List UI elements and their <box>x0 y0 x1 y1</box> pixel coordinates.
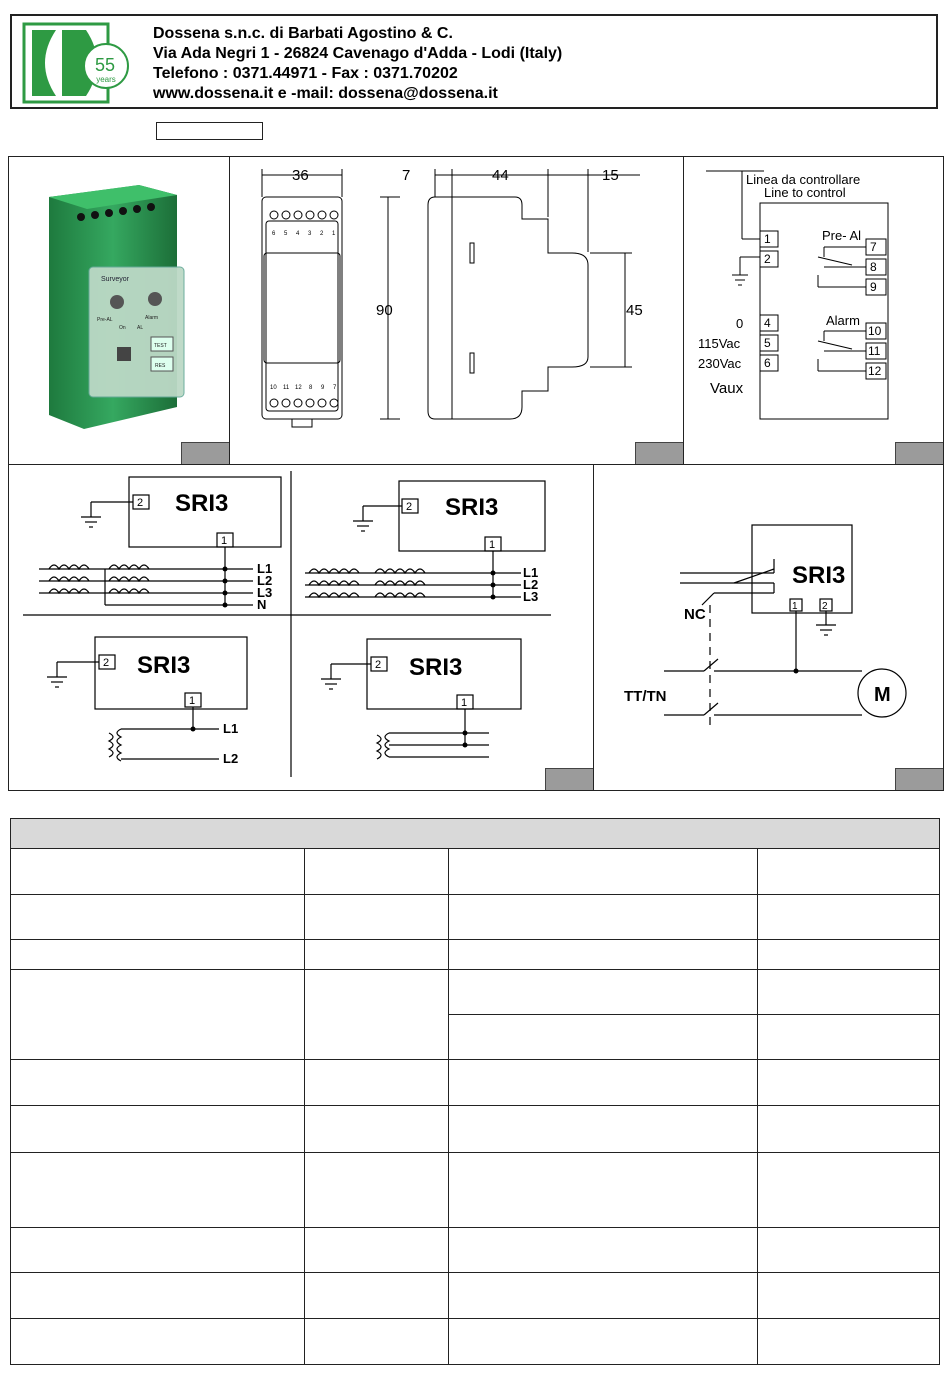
terminal-1-label: 1 <box>221 535 228 547</box>
device-brand: Surveyor <box>101 276 130 283</box>
reset-button-label: RES <box>155 363 166 369</box>
line-label-en: Line to control <box>764 185 846 200</box>
terminal-2-label: 2 <box>137 497 144 509</box>
terminal-2-label: 2 <box>375 659 382 671</box>
company-header <box>10 14 938 109</box>
bottom-terminal-label: 10 <box>270 385 277 391</box>
panel-tag <box>895 442 943 464</box>
application-panel <box>593 464 944 791</box>
company-phone: Telefono : 0371.44971 - Fax : 0371.70202 <box>153 65 458 82</box>
table-row <box>11 1273 940 1319</box>
top-terminal-label: 2 <box>320 231 324 237</box>
dimensions-panel <box>229 156 684 465</box>
device-label: SRI3 <box>792 562 846 589</box>
device-label: SRI3 <box>137 652 191 679</box>
table-row <box>11 940 940 970</box>
connections-panel <box>8 464 594 791</box>
terminal-2: 2 <box>764 252 771 266</box>
connection-diagrams <box>9 465 594 791</box>
bottom-terminal-label: 7 <box>333 385 337 391</box>
wiring-diagram <box>684 157 944 465</box>
terminal-1-label: 1 <box>461 697 468 709</box>
dim-depth: 44 <box>492 167 509 184</box>
terminal-8: 8 <box>870 260 877 274</box>
company-web: www.dossena.it e -mail: dossena@dossena.it <box>153 85 498 102</box>
terminal-4: 4 <box>764 316 771 330</box>
nc-label: NC <box>684 606 706 623</box>
spec-table <box>10 818 940 1365</box>
terminal-5: 5 <box>764 336 771 350</box>
top-terminal-label: 3 <box>308 231 312 237</box>
table-header-cell <box>11 819 940 849</box>
aux-zero-label: 0 <box>736 316 744 331</box>
table-row <box>11 895 940 940</box>
prealarm-label: Pre- Al <box>822 228 862 243</box>
line-l1: L1 <box>223 721 239 736</box>
device-label: SRI3 <box>175 490 229 517</box>
line-l3: L3 <box>523 589 539 604</box>
test-button-label: TEST <box>154 343 167 349</box>
terminal-6: 6 <box>764 356 771 370</box>
terminal-11: 11 <box>868 344 881 358</box>
terminal-9: 9 <box>870 280 877 294</box>
line-l2: L2 <box>257 573 273 588</box>
dim-width: 36 <box>292 167 309 184</box>
top-terminal-label: 4 <box>296 231 300 237</box>
terminal-2-label: 2 <box>406 501 413 513</box>
company-address: Via Ada Negri 1 - 26824 Cavenago d'Adda - Lodi (Italy) <box>153 45 563 62</box>
company-info <box>153 24 562 104</box>
alarm-label: Alarm <box>826 313 860 328</box>
bottom-terminal-label: 12 <box>295 385 302 391</box>
company-name: Dossena s.n.c. di Barbati Agostino & C. <box>153 25 453 42</box>
bottom-terminal-label: 11 <box>283 385 290 391</box>
top-terminal-label: 5 <box>284 231 288 237</box>
device-label: SRI3 <box>445 494 499 521</box>
line-l1: L1 <box>257 561 273 576</box>
table-row <box>11 1319 940 1365</box>
line-l3: L3 <box>257 585 273 600</box>
device-photo <box>9 157 230 465</box>
face-label-prealarm: Pre-AL <box>97 317 113 323</box>
line-l1: L1 <box>523 565 539 580</box>
motor-label: M <box>874 684 891 706</box>
table-row <box>11 1153 940 1228</box>
face-label-alarm: Alarm <box>145 315 159 321</box>
terminal-7: 7 <box>870 240 877 254</box>
terminal-1: 1 <box>764 232 771 246</box>
terminal-1-label: 1 <box>792 601 798 612</box>
terminal-2-label: 2 <box>103 657 110 669</box>
bottom-terminal-label: 8 <box>309 385 313 391</box>
dim-gap: 7 <box>402 167 411 184</box>
line-label-it: Linea da controllare <box>746 172 861 187</box>
terminal-1-label: 1 <box>489 539 496 551</box>
logo-word: years <box>96 75 116 84</box>
table-row <box>11 1228 940 1273</box>
product-code-box <box>156 122 263 140</box>
device-photo-panel <box>8 156 230 465</box>
wiring-panel <box>683 156 944 465</box>
bottom-terminal-label: 9 <box>321 385 325 391</box>
line-n: N <box>257 597 267 612</box>
panel-tag <box>545 768 593 790</box>
face-label-al: AL <box>137 325 144 331</box>
face-label-on: On <box>119 325 126 331</box>
aux-230-label: 230Vac <box>698 356 742 371</box>
panel-tag <box>895 768 943 790</box>
system-label: TT/TN <box>624 688 667 705</box>
device-label: SRI3 <box>409 654 463 681</box>
table-row <box>11 1060 940 1106</box>
terminal-10: 10 <box>868 324 882 338</box>
panel-tag <box>181 442 229 464</box>
dimension-drawing <box>230 157 684 465</box>
table-header-row <box>11 819 940 849</box>
dim-height: 90 <box>376 302 393 319</box>
aux-115-label: 115Vac <box>698 336 741 351</box>
dossena-logo <box>22 22 132 104</box>
panel-tag <box>635 442 683 464</box>
top-terminal-label: 6 <box>272 231 276 237</box>
line-l2: L2 <box>523 577 539 592</box>
top-terminal-label: 1 <box>332 231 336 237</box>
line-l2: L2 <box>223 751 239 766</box>
vaux-label: Vaux <box>710 380 744 397</box>
terminal-2-label: 2 <box>822 601 828 612</box>
terminal-12: 12 <box>868 364 882 378</box>
dim-protrusion: 15 <box>602 167 619 184</box>
table-row <box>11 970 940 1015</box>
terminal-1-label: 1 <box>189 695 196 707</box>
application-diagram <box>594 465 944 791</box>
table-row <box>11 849 940 895</box>
dim-front-height: 45 <box>626 302 643 319</box>
table-row <box>11 1106 940 1153</box>
logo-number: 55 <box>94 55 116 75</box>
